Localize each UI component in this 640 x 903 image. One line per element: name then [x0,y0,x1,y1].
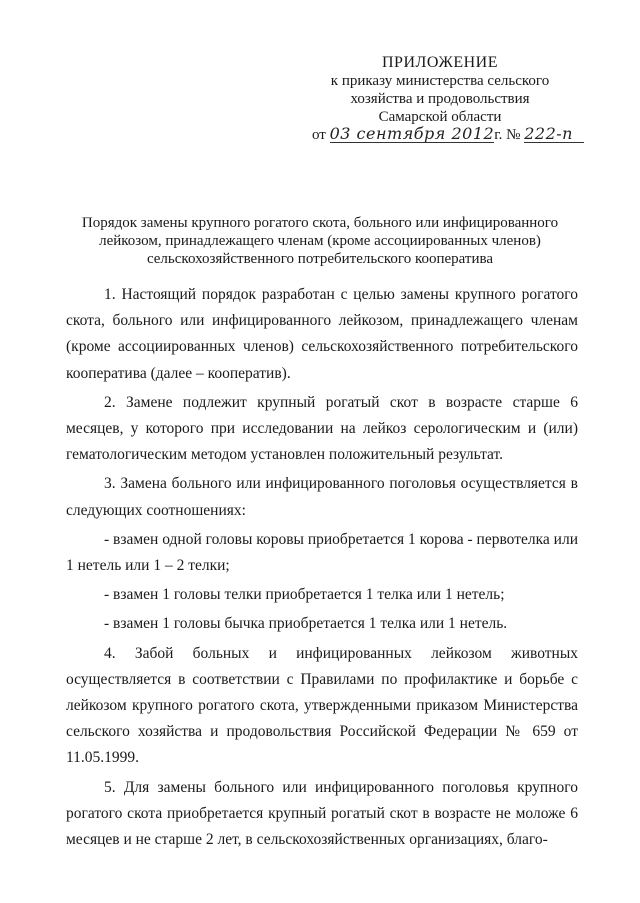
appendix-header [290,54,590,126]
document-body [66,282,578,856]
list-item-cow: - взамен одной головы коровы приобретается 1 корова - первотелка или 1 нетель или 1 – 2 телки; [66,530,578,575]
title-line-1: Порядок замены крупного рогатого скота, больного или инфицированного [81,215,559,231]
paragraph-4: 4. Забой больных и инфицированных лейкозом животных осуществляется в соответствии с Правилами по профилактике и борьбе с лейкозом крупного рогатого скота, утвержденными приказом Министерства сельского хозяйства и продовольствия Российской Федерации № 659 от 11.05.1999. [66,644,578,767]
title-line-2: лейкозом, принадлежащего членам (кроме ассоциированных членов) [99,233,541,249]
paragraph-1: 1. Настоящий порядок разработан с целью замены крупного рогатого скота, больного или инфицированного лейкозом, принадлежащего членам (кроме ассоциированных членов) сельскохозяйственного потребительского кооператива (далее – кооператив). [66,286,578,382]
order-date-number-line [312,126,584,144]
title-line-3: сельскохозяйственного потребительского кооператива [146,251,494,267]
header-line-3: Самарской области [378,109,502,125]
paragraph-5: 5. Для замены больного или инфицированного поголовья крупного рогатого скота приобретается крупный рогатый скот в возрасте не моложе 6 месяцев и не старше 2 лет, в сельскохозяйственных организациях, благо- [66,778,578,849]
header-line-1: к приказу министерства сельского [330,73,550,89]
handwritten-number: 222-п [524,126,584,143]
paragraph-3: 3. Замена больного или инфицированного поголовья осуществляется в следующих соотношениях: [66,475,578,519]
handwritten-date: 03 сентября 2012 [329,124,495,143]
appendix-title: ПРИЛОЖЕНИЕ [381,54,498,71]
paragraph-2: 2. Замене подлежит крупный рогатый скот в возрасте старше 6 месяцев, у которого при исследовании на лейкоз серологическим и (или) гематологическим методом установлен положительный результат. [66,393,578,464]
number-label: № [506,127,521,143]
header-line-2: хозяйства и продовольствия [350,91,530,107]
document-title [60,214,580,268]
list-item-bull-calf: - взамен 1 головы бычка приобретается 1 телка или 1 нетель. [104,615,508,633]
list-item-heifer: - взамен 1 головы телки приобретается 1 телка или 1 нетель; [104,586,505,604]
from-label: от [312,127,326,143]
year-suffix: г. [494,127,503,143]
